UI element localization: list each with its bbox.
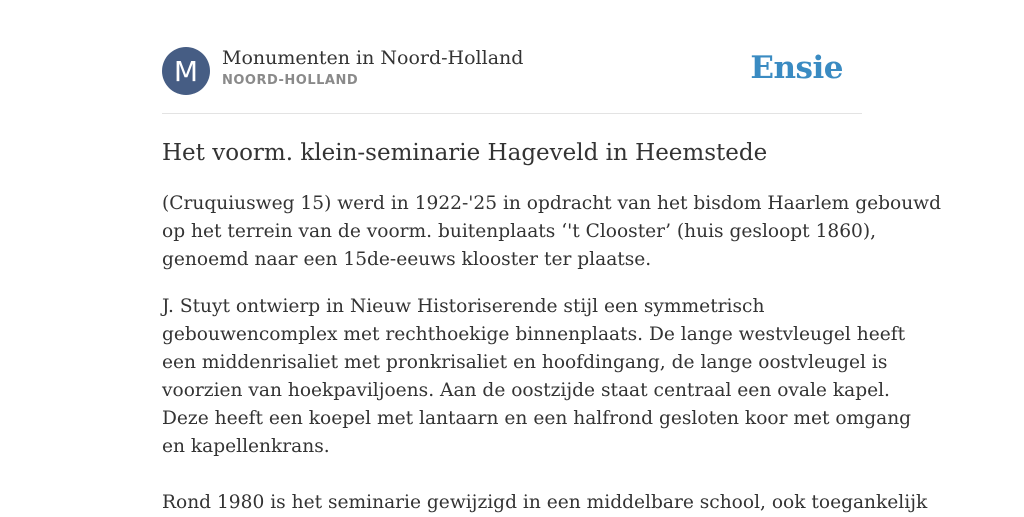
region-label[interactable]: NOORD-HOLLAND <box>222 73 359 88</box>
brand-logo[interactable]: Ensie <box>750 50 843 86</box>
paragraph-line: Deze heeft een koepel met lantaarn en een halfrond gesloten koor met omgang <box>162 408 912 429</box>
page-container <box>162 0 941 513</box>
collection-info <box>222 45 523 88</box>
paragraph-line: en kapellenkrans. <box>162 436 330 457</box>
paragraph-line: op het terrein van de voorm. buitenplaats ‘'t Clooster’ (huis gesloopt 1860), <box>162 221 877 242</box>
paragraph-line: J. Stuyt ontwierp in Nieuw Historiserende stijl een symmetrisch <box>162 296 765 317</box>
paragraph-2 <box>162 293 912 461</box>
paragraph-line: voorzien van hoekpaviljoens. Aan de oostzijde staat centraal een ovale kapel. <box>162 380 890 401</box>
paragraph-line: (Cruquiusweg 15) werd in 1922-'25 in opdracht van het bisdom Haarlem gebouwd <box>162 193 941 214</box>
paragraph-line: een middenrisaliet met pronkrisaliet en hoofdingang, de lange oostvleugel is <box>162 352 888 373</box>
collection-title-link[interactable]: Monumenten in Noord-Holland <box>222 47 524 69</box>
avatar[interactable]: M <box>162 47 210 95</box>
header <box>162 0 862 114</box>
article-title: Het voorm. klein-seminarie Hageveld in Heemstede <box>162 140 768 166</box>
paragraph-3: Rond 1980 is het seminarie gewijzigd in een middelbare school, ook toegankelijk <box>162 492 928 513</box>
paragraph-line: gebouwencomplex met rechthoekige binnenplaats. De lange westvleugel heeft <box>162 324 906 345</box>
paragraph-1 <box>162 190 941 274</box>
paragraph-line: genoemd naar een 15de-eeuws klooster ter plaatse. <box>162 249 652 270</box>
